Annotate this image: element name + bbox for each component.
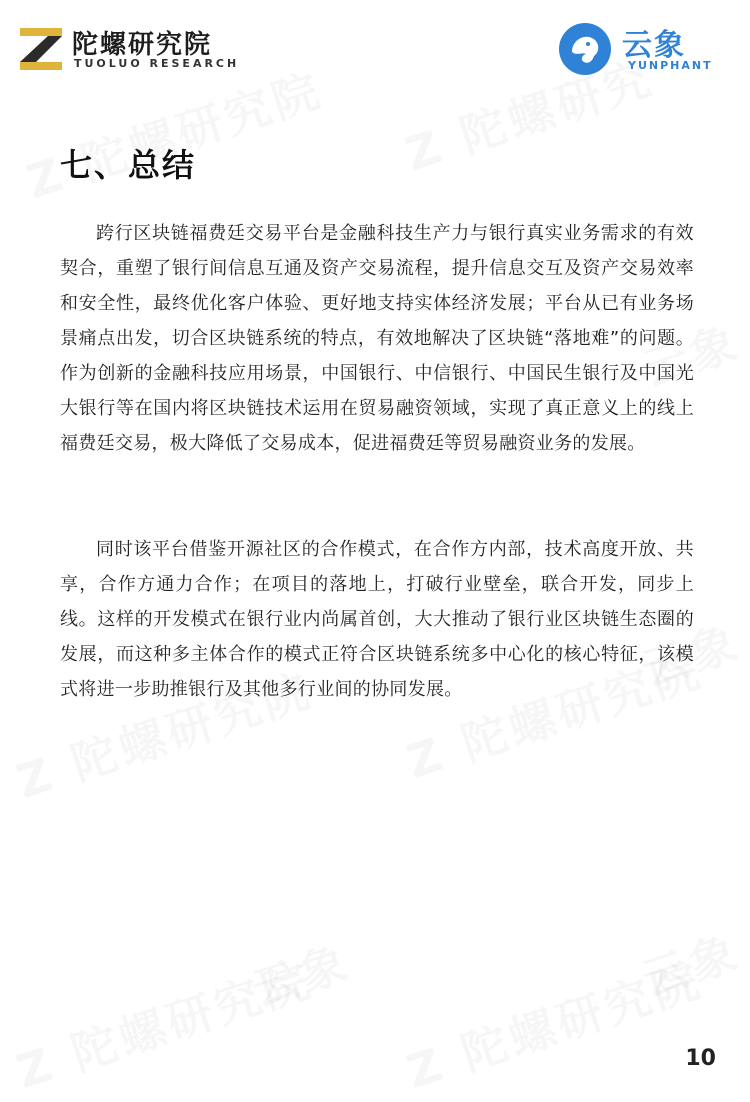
watermark: [7, 944, 320, 1102]
right-logo-subtitle: YUNPHANT: [628, 59, 713, 72]
watermark: [17, 54, 330, 212]
watermark: [397, 944, 710, 1102]
paragraph-2: 同时该平台借鉴开源社区的合作模式，在合作方内部，技术高度开放、共享，合作方通力合作；在项目的落地上，打破行业壁垒，联合开发，同步上线。这样的开发模式在银行业内尚属首创，大大推动了银行业区块链生态圈的发展，而这种多主体合作的模式正符合区块链系统多中心化的核心特征，该模式将进一步助推银行及其他多行业间的协同发展。: [60, 539, 694, 700]
tuoluo-z-logo-icon: [18, 26, 64, 70]
left-logo-name: 陀螺研究院: [72, 30, 213, 60]
tuoluo-logo: [18, 22, 258, 74]
left-logo-subtitle: TUOLUO RESEARCH: [74, 57, 240, 70]
yunphant-elephant-logo-icon: [558, 22, 612, 76]
right-logo-name: 云象: [622, 28, 686, 63]
watermark: [632, 916, 748, 1010]
paragraph-1: 跨行区块链福费廷交易平台是金融科技生产力与银行真实业务需求的有效契合，重塑了银行间信息互通及资产交易流程，提升信息交互及资产交易效率和安全性，最终优化客户体验、更好地支持实体经济发展；平台从已有业务场景痛点出发，切合区块链系统的特点，有效地解决了区块链“落地难”的问题。作为创新的金融科技应用场景，中国银行、中信银行、中国民生银行及中国光大银行等在国内将区块链技术运用在贸易融资领域，实现了真正意义上的线上福费廷交易，极大降低了交易成本，促进福费廷等贸易融资业务的发展。: [60, 223, 694, 454]
watermark: [242, 926, 358, 1020]
page-number: 10: [685, 1046, 716, 1071]
section-title: 七、总结: [60, 146, 197, 184]
yunphant-logo: [558, 18, 728, 76]
